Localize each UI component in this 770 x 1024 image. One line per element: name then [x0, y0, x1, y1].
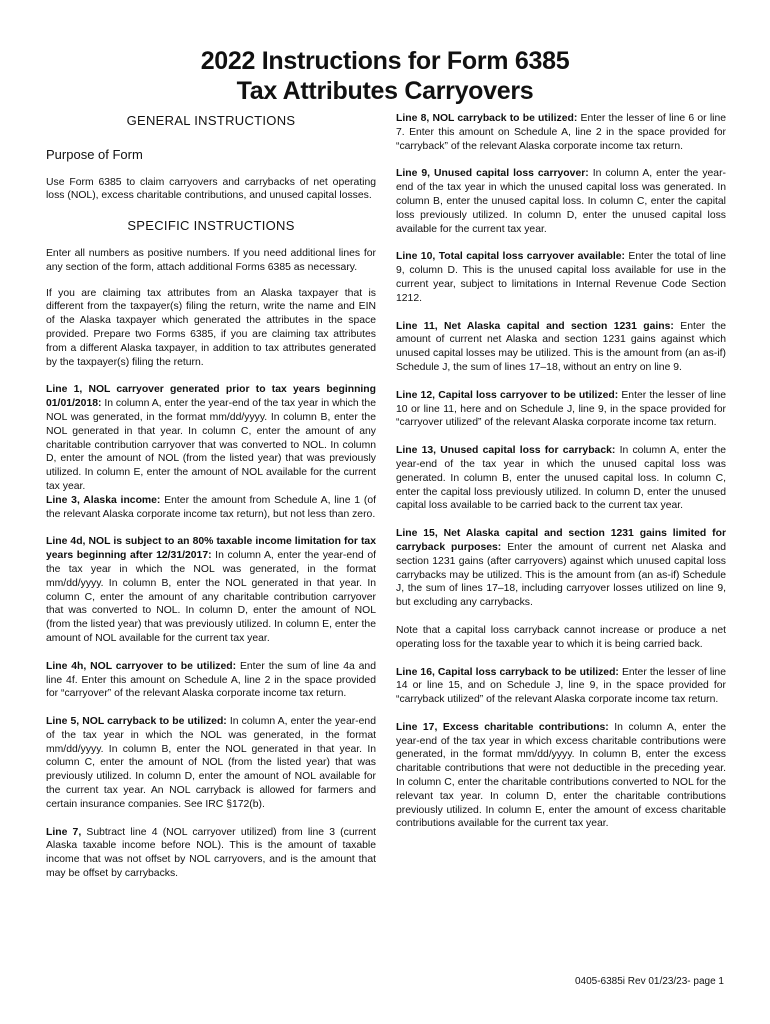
- line8-text: Enter the lesser of line 6 or line 7. Enter this amount on Schedule A, line 2 in the space provided for “carryback” of the relevant Alaska corporate income tax return.: [396, 113, 726, 152]
- line4d-label: Line 4d, NOL is subject to an 80% taxable income limitation for tax years beginning after 12/31/2017:: [46, 536, 376, 562]
- line13-text: In column A, enter the year-end of the tax year in which the unused capital loss was generated. In column B, enter the unused capital loss. In column C, enter the capital loss previously utilized. In column D, enter the unused capital loss available to be carried back to the current tax year.: [396, 445, 726, 512]
- line4h-text: Enter the sum of line 4a and line 4f. Enter this amount on Schedule A, line 2 in the space provided for “carryover” of the relevant Alaska corporate income tax return.: [46, 660, 376, 700]
- line11-paragraph: [396, 320, 726, 375]
- page-subtitle: Tax Attributes Carryovers: [236, 77, 534, 105]
- line3-label: Line 3, Alaska income:: [46, 494, 161, 506]
- specific-instructions-heading: SPECIFIC INSTRUCTIONS: [127, 218, 295, 234]
- line12-paragraph: [396, 389, 726, 430]
- line15-paragraph: [396, 527, 726, 610]
- line10-text: Enter the total of line 9, column D. This is the unused capital loss available for use in the current year, subject to limitations in Internal Revenue Code Section 1212.: [396, 251, 726, 304]
- line1-label: Line 1, NOL carryover generated prior to tax years beginning 01/01/2018:: [46, 384, 376, 410]
- page-footer: 0405-6385i Rev 01/23/23- page 1: [574, 976, 724, 987]
- line11-label: Line 11, Net Alaska capital and section 1231 gains:: [396, 320, 674, 332]
- line4d-text: In column A, enter the year-end of the tax year in which the NOL was generated, in the format mm/dd/yyyy. In column B, enter the NOL generated in that year. In column C, enter the amount of any charitable contribution carryover that was converted to NOL. In column D, enter the amount of NOL (from the listed year) that was previously utilized. In column E, enter the amount of NOL available for the current tax year.: [46, 550, 376, 644]
- line12-text: Enter the lesser of line 10 or line 11, here and on Schedule J, line 9, in the space provided for “carryover utilized” of the relevant Alaska corporate income tax return.: [396, 389, 726, 429]
- line1-text: In column A, enter the year-end of the tax year in which the NOL was generated, in the format mm/dd/yyyy. In column B, enter the NOL generated in that year. In column C, enter the amount of any charitable contribution carryover that was converted to NOL. In column D, enter the amount of NOL (from the listed year) that was previously utilized. In column E, enter the amount of NOL available for the current tax year.: [46, 398, 376, 492]
- page-title: 2022 Instructions for Form 6385: [200, 47, 570, 75]
- line8-paragraph: [396, 112, 726, 153]
- line11-text: Enter the amount of current net Alaska and section 1231 gains against which unused capital losses may be utilized. This is the amount from (an as-if) Schedule J, the sum of lines 17–18, without an entry on line 9.: [396, 320, 726, 373]
- line12-label: Line 12, Capital loss carryover to be utilized:: [396, 389, 619, 401]
- line9-label: Line 9, Unused capital loss carryover:: [396, 168, 589, 180]
- line3-text: Enter the amount from Schedule A, line 1 (of the relevant Alaska corporate income tax return), but not less than zero.: [46, 494, 376, 520]
- line7-paragraph: [46, 826, 376, 881]
- line16-text: Enter the lesser of line 14 or line 15, and on Schedule J, line 9, in the space provided for “carryback utilized” of the relevant Alaska corporate income tax return.: [396, 666, 726, 706]
- line9-paragraph: [396, 167, 726, 236]
- line5-text: In column A, enter the year-end of the tax year in which the NOL was generated, in the format mm/dd/yyyy. In column B, enter the NOL generated in that year. In column C, enter the amount of NOL (from the listed year) that was previously utilized. In column D, enter the amount of NOL available for the current tax year. An NOL carryback is allowed for farmers and certain insurance companies. See IRC §172(b).: [46, 716, 376, 810]
- line9-text: In column A, enter the year-end of the tax year in which the unused capital loss was generated. In column B, enter the unused capital loss. In column C, enter the capital loss previously utilized. In column D, enter the unused capital loss available for the current tax year.: [396, 168, 727, 235]
- line8-label: Line 8, NOL carryback to be utilized:: [396, 113, 578, 124]
- line17-paragraph: [396, 721, 726, 831]
- line17-text: In column A, enter the year-end of the tax year in which excess charitable contributions were generated, in the format mm/dd/yyyy. In column B, enter the excess charitable contributions that were not deductible in the preceding year. In column C, enter the charitable contributions converted to NOL for the relevant tax year. In column D, enter the charitable contributions previously utilized. In column E, enter the amount of excess charitable contributions available for the current tax year.: [396, 721, 726, 830]
- line5-paragraph: [46, 715, 376, 812]
- general-instructions-heading: GENERAL INSTRUCTIONS: [126, 113, 296, 128]
- line7-text: Subtract line 4 (NOL carryover utilized) from line 3 (current Alaska taxable income before NOL). This is the amount of taxable income that was not offset by NOL carryovers, and is the amount that may be offset by carrybacks.: [46, 826, 376, 880]
- line13-label: Line 13, Unused capital loss for carryback:: [396, 445, 616, 457]
- line17-label: Line 17, Excess charitable contributions:: [396, 721, 609, 733]
- note-text: Note that a capital loss carryback cannot increase or produce a net operating loss for the taxable year to which it is being carried back.: [396, 624, 726, 650]
- line3-paragraph: [46, 494, 376, 522]
- right-column: [396, 112, 726, 831]
- line4d-paragraph: [46, 535, 376, 645]
- left-column: [46, 112, 376, 881]
- line10-label: Line 10, Total capital loss carryover available:: [396, 251, 625, 263]
- purpose-text: Use Form 6385 to claim carryovers and carrybacks of net operating loss (NOL), excess charitable contributions, and unused capital losses.: [46, 176, 376, 202]
- purpose-heading: Purpose of Form: [46, 146, 143, 162]
- claiming-text: If you are claiming tax attributes from an Alaska taxpayer that is different from the taxpayer(s) filing the return, write the name and EIN of the Alaska taxpayer which generated the attributes in the space provided. Prepare two Forms 6385, if you are claiming tax attributes from a different Alaska taxpayer, in addition to tax attributes generated by the taxpayer(s) filing the return.: [46, 287, 376, 368]
- line4h-paragraph: [46, 660, 376, 701]
- line1-paragraph: [46, 383, 376, 493]
- line4h-label: Line 4h, NOL carryover to be utilized:: [46, 660, 237, 672]
- line16-paragraph: [396, 666, 726, 707]
- line16-label: Line 16, Capital loss carryback to be utilized:: [396, 666, 619, 678]
- line10-paragraph: [396, 250, 726, 305]
- positive-numbers-text: Enter all numbers as positive numbers. If you need additional lines for any section of the form, attach additional Forms 6385 as necessary.: [46, 247, 376, 273]
- line15-label: Line 15, Net Alaska capital and section 1231 gains limited for carryback purposes:: [396, 528, 726, 553]
- line7-label: Line 7,: [46, 826, 82, 838]
- line5-label: Line 5, NOL carryback to be utilized:: [46, 716, 227, 728]
- line15-text: Enter the amount of current net Alaska and section 1231 gains (after carryovers) against which unused capital loss carrybacks may be utilized. This is the amount from (an as-if) Schedule J, the sum of lines 17–18, including carryover losses utilized on line 9, but excluding any carrybacks.: [396, 541, 726, 609]
- line13-paragraph: [396, 444, 726, 513]
